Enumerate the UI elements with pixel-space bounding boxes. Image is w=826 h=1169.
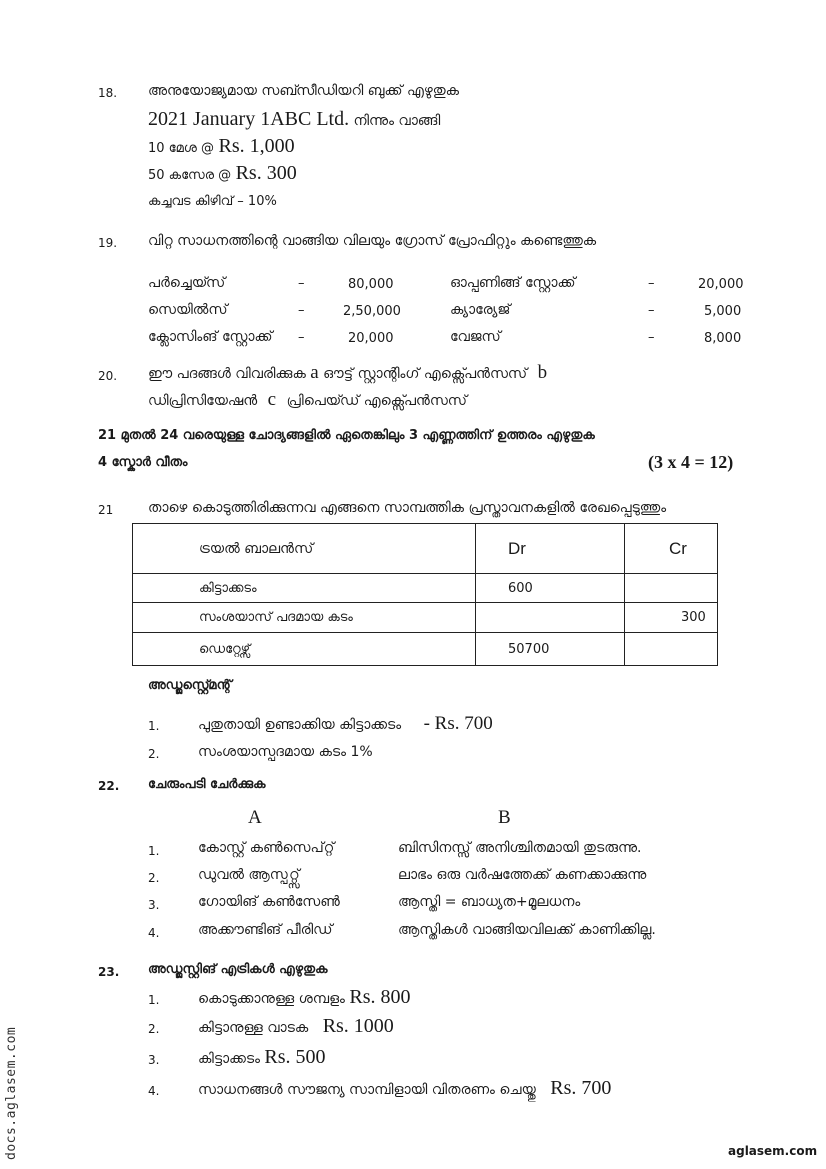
- entry-text: കിട്ടാനുള്ള വാടക: [198, 1020, 309, 1036]
- q18-tables-qty: 10 മേശ @: [148, 141, 215, 156]
- side-watermark: docs.aglasem.com: [4, 1026, 19, 1160]
- q20-term-a: ഔട്ട് സ്റ്റാന്റിംഗ് എക്സ്പെൻസസ്: [323, 366, 528, 382]
- match-description: ബിസിനസ്സ് അനിശ്ചിതമായി തുടരുന്നു.: [398, 840, 642, 856]
- header-cr: Cr: [625, 524, 718, 574]
- q20-letter-c: c: [267, 389, 277, 410]
- entry-number: 4.: [148, 1084, 160, 1098]
- q19-label-right: വേജസ്: [450, 329, 501, 345]
- adjustment-text: പുതുതായി ഉണ്ടാക്കിയ കിട്ടാക്കടം: [198, 717, 402, 733]
- table-row: [133, 574, 718, 603]
- entry-text: സാധനങ്ങൾ സൗജന്യ സാമ്പിളായി വിതരണം ചെയ്തു: [198, 1082, 536, 1098]
- match-description: ആസ്തികൾ വാങ്ങിയവിലക്ക് കാണിക്കില്ല.: [398, 922, 656, 938]
- match-number: 2.: [148, 871, 160, 885]
- row-dr: [476, 603, 625, 633]
- row-label: ഡെറ്റേഴ്സ്: [133, 633, 476, 666]
- q18-chairs-qty: 50 കസേര @: [148, 168, 232, 183]
- row-label: കിട്ടാക്കടം: [133, 574, 476, 603]
- list-item: [198, 1015, 394, 1038]
- entry-number: 1.: [148, 993, 160, 1007]
- match-term: ഡുവൽ ആസ്പറ്റ്സ്: [198, 867, 300, 883]
- q18-line2: [148, 135, 295, 158]
- q18-tables-price: Rs. 1,000: [218, 135, 295, 157]
- q19-dash: –: [298, 330, 305, 345]
- q19-dash: –: [648, 303, 655, 318]
- row-dr: 50700: [476, 633, 625, 666]
- q18-date-company: 2021 January 1ABC Ltd.: [148, 108, 350, 130]
- entry-text: കിട്ടാക്കടം: [198, 1051, 260, 1067]
- column-a-heading: A: [248, 807, 262, 828]
- adjustment-item: [198, 713, 493, 735]
- list-item: [198, 1077, 611, 1100]
- q19-dash: –: [648, 330, 655, 345]
- q19-value-right: 5,000: [704, 304, 742, 319]
- q22-title: ചേരുംപടി ചേർക്കുക: [148, 777, 266, 792]
- q18-line1: [148, 108, 440, 131]
- adjustment-number: 2.: [148, 747, 160, 761]
- q21-number: 21: [98, 503, 114, 517]
- q19-value-left: 80,000: [348, 277, 394, 292]
- q19-number: 19.: [98, 236, 118, 250]
- entry-number: 2.: [148, 1022, 160, 1036]
- match-description: ആസ്തി = ബാധ്യത+മൂലധനം: [398, 894, 581, 910]
- q18-line3: [148, 162, 297, 185]
- entry-text: കൊടുക്കാനുള്ള ശമ്പളം: [198, 991, 345, 1007]
- q19-value-left: 20,000: [348, 331, 394, 346]
- q20-line1: [148, 362, 547, 384]
- q18-trade-discount: കച്ചവട കിഴിവ് – 10%: [148, 194, 277, 209]
- q19-value-right: 20,000: [698, 277, 744, 292]
- q19-dash: –: [648, 276, 655, 291]
- q20-instruction: ഈ പദങ്ങൾ വിവരിക്കുക: [148, 366, 306, 382]
- match-term: കോസ്റ്റ് കൺസെപ്റ്റ്: [198, 840, 335, 856]
- entry-number: 3.: [148, 1053, 160, 1067]
- q21-title: താഴെ കൊടുത്തിരിക്കുന്നവ എങ്ങനെ സാമ്പത്തിക പ്രസ്താവനകളിൽ രേഖപ്പെടുത്തും: [148, 500, 667, 516]
- section-instruction: 21 മുതൽ 24 വരെയുള്ള ചോദ്യങ്ങളിൽ ഏതെങ്കിലും 3 എണ്ണത്തിന് ഉത്തരം എഴുതുക: [98, 428, 595, 443]
- q22-number: 22.: [98, 779, 120, 793]
- q18-title: അനുയോജ്യമായ സബ്സീഡിയറി ബുക്ക് എഴുതുക: [148, 83, 460, 99]
- q19-label-right: ക്യാര്യേജ്: [450, 302, 511, 318]
- footer-brand: aglasem.com: [728, 1144, 818, 1158]
- q20-number: 20.: [98, 369, 118, 383]
- q20-term-b: ഡിപ്രിസിയേഷൻ: [148, 393, 258, 409]
- list-item: [198, 986, 411, 1009]
- q19-dash: –: [298, 276, 305, 291]
- q19-value-right: 8,000: [704, 331, 742, 346]
- adjustment-title: അഡ്ജസ്റ്റ്മെന്റ്: [148, 678, 232, 693]
- q23-title: അഡ്ജസ്റ്റിങ് എട്രികൾ എഴുതുക: [148, 962, 328, 977]
- q19-label-left: ക്ലോസിംങ് സ്റ്റോക്ക്: [148, 329, 273, 345]
- row-cr: [625, 633, 718, 666]
- header-trial-balance: ട്രയൽ ബാലൻസ്: [133, 524, 476, 574]
- q20-line2: [148, 389, 467, 411]
- q18-chairs-price: Rs. 300: [235, 162, 297, 184]
- trial-balance-table: [132, 523, 718, 666]
- q19-title: വിറ്റ സാധനത്തിന്റെ വാങ്ങിയ വിലയും ഗ്രോസ് പ്രോഫിറ്റും കണ്ടെത്തുക: [148, 233, 597, 249]
- q20-letter-a: a: [310, 362, 319, 383]
- column-b-heading: B: [498, 807, 511, 828]
- match-number: 3.: [148, 898, 160, 912]
- entry-amount: Rs. 700: [550, 1077, 612, 1099]
- adjustment-text: സംശയാസ്പദമായ കടം 1%: [198, 744, 373, 760]
- table-row: [133, 633, 718, 666]
- row-label: സംശയാസ് പദമായ കടം: [133, 603, 476, 633]
- section-score: 4 സ്കോർ വീതം: [98, 455, 188, 470]
- q20-letter-b: b: [537, 362, 548, 383]
- header-dr: Dr: [476, 524, 625, 574]
- row-dr: 600: [476, 574, 625, 603]
- entry-amount: Rs. 500: [264, 1046, 326, 1068]
- match-number: 4.: [148, 926, 160, 940]
- match-term: ഗോയിങ് കൺസേൺ: [198, 894, 340, 910]
- match-description: ലാഭം ഒരു വർഷത്തേക്ക് കണക്കാക്കുന്നു: [398, 867, 647, 883]
- match-term: അക്കൗണ്ടിങ് പീരിഡ്: [198, 922, 333, 938]
- row-cr: 300: [625, 603, 718, 633]
- table-header-row: [133, 524, 718, 574]
- q23-number: 23.: [98, 965, 120, 979]
- q19-label-left: സെയിൽസ്: [148, 302, 228, 318]
- q20-term-c: പ്രിപെയ്ഡ് എക്സ്പെൻസസ്: [286, 393, 468, 409]
- q19-label-left: പർച്ചെയ്സ്: [148, 275, 226, 291]
- entry-amount: Rs. 1000: [322, 1015, 394, 1037]
- q19-value-left: 2,50,000: [343, 304, 401, 319]
- q18-number: 18.: [98, 86, 118, 100]
- q19-dash: –: [298, 303, 305, 318]
- match-number: 1.: [148, 844, 160, 858]
- adjustment-amount: - Rs. 700: [423, 713, 493, 734]
- adjustment-number: 1.: [148, 719, 160, 733]
- table-row: [133, 603, 718, 633]
- section-marks: (3 x 4 = 12): [648, 452, 734, 472]
- list-item: [198, 1046, 326, 1069]
- q19-label-right: ഓപ്പണിങ്ങ് സ്റ്റോക്ക്: [450, 275, 576, 291]
- q18-bought-from: നിന്നും വാങ്ങി: [353, 113, 441, 129]
- row-cr: [625, 574, 718, 603]
- entry-amount: Rs. 800: [349, 986, 411, 1008]
